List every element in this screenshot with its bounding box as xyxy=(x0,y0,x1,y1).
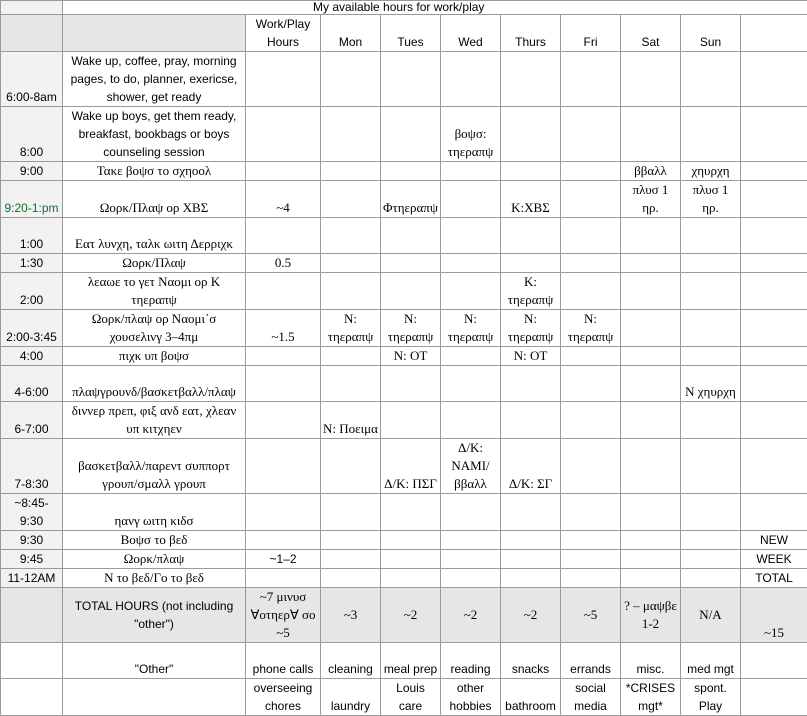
other-row xyxy=(1,643,807,679)
totals-row xyxy=(1,588,807,643)
hours-cell xyxy=(246,273,321,310)
day-cell xyxy=(681,218,741,254)
extra-cell xyxy=(741,439,807,494)
extra-cell xyxy=(741,181,807,218)
day-cell xyxy=(681,347,741,366)
totals-day: ? – μαψβε 1-2 xyxy=(621,588,681,643)
hours-cell xyxy=(246,162,321,181)
hours-cell xyxy=(246,366,321,402)
header-day-sat: Sat xyxy=(621,15,681,52)
day-cell xyxy=(561,254,621,273)
activity-cell: Εατ λυνχη, ταλκ ωιτη Δερριχκ xyxy=(63,218,246,254)
day-cell: Ν: τηεραπψ xyxy=(321,310,381,347)
day-cell xyxy=(621,107,681,162)
day-cell xyxy=(681,550,741,569)
day-cell xyxy=(621,254,681,273)
other-item: other hobbies xyxy=(441,679,501,716)
sheet-title: My available hours for work/play xyxy=(63,1,807,15)
day-cell xyxy=(381,531,441,550)
day-cell: Ν: τηεραπψ xyxy=(561,310,621,347)
totals-day: ~2 xyxy=(381,588,441,643)
other-item: overseeing chores xyxy=(246,679,321,716)
day-cell xyxy=(621,531,681,550)
totals-spacer xyxy=(1,588,63,643)
other-item: snacks xyxy=(501,643,561,679)
day-cell xyxy=(561,402,621,439)
day-cell: Ν: OT xyxy=(501,347,561,366)
day-cell xyxy=(441,494,501,531)
day-cell xyxy=(321,366,381,402)
day-cell xyxy=(441,366,501,402)
day-cell xyxy=(561,181,621,218)
day-cell xyxy=(621,494,681,531)
day-cell xyxy=(321,162,381,181)
day-cell: Δ/Κ: ΠΣΓ xyxy=(381,439,441,494)
day-cell: Κ:ΧΒΣ xyxy=(501,181,561,218)
day-cell xyxy=(681,402,741,439)
header-day-thurs: Thurs xyxy=(501,15,561,52)
day-cell xyxy=(321,347,381,366)
day-cell xyxy=(381,218,441,254)
day-cell xyxy=(321,107,381,162)
other-item: med mgt xyxy=(681,643,741,679)
day-cell xyxy=(561,347,621,366)
day-cell xyxy=(681,273,741,310)
header-row xyxy=(1,15,807,52)
day-cell xyxy=(501,550,561,569)
schedule-row xyxy=(1,254,807,273)
day-cell xyxy=(321,52,381,107)
time-cell: 11-12AM xyxy=(1,569,63,588)
day-cell xyxy=(561,439,621,494)
totals-day: N/A xyxy=(681,588,741,643)
schedule-row xyxy=(1,366,807,402)
day-cell xyxy=(621,310,681,347)
day-cell xyxy=(561,218,621,254)
activity-cell: Τακε βοψσ το σχηοολ xyxy=(63,162,246,181)
day-cell xyxy=(381,254,441,273)
time-cell: 1:30 xyxy=(1,254,63,273)
day-cell xyxy=(501,52,561,107)
activity-cell: Wake up boys, get them ready, breakfast, bookbags or boys counseling session xyxy=(63,107,246,162)
day-cell xyxy=(681,107,741,162)
extra-cell xyxy=(741,273,807,310)
hours-cell xyxy=(246,531,321,550)
schedule-row xyxy=(1,494,807,531)
schedule-row xyxy=(1,402,807,439)
schedule-row xyxy=(1,569,807,588)
header-activity-cell xyxy=(63,15,246,52)
day-cell xyxy=(441,181,501,218)
schedule-row xyxy=(1,52,807,107)
day-cell xyxy=(441,569,501,588)
day-cell: Ν: Ποειμα xyxy=(321,402,381,439)
day-cell xyxy=(321,531,381,550)
other-spacer xyxy=(1,643,63,679)
day-cell xyxy=(381,550,441,569)
time-cell: 6:00-8am xyxy=(1,52,63,107)
day-cell xyxy=(681,52,741,107)
hours-cell: ~1.5 xyxy=(246,310,321,347)
day-cell xyxy=(441,550,501,569)
extra-cell xyxy=(741,218,807,254)
hours-cell xyxy=(246,107,321,162)
day-cell: χηυρχη xyxy=(681,162,741,181)
day-cell xyxy=(621,439,681,494)
hours-cell xyxy=(246,52,321,107)
extra-cell xyxy=(741,347,807,366)
other-item: social media xyxy=(561,679,621,716)
extra-cell xyxy=(741,494,807,531)
other-item: errands xyxy=(561,643,621,679)
day-cell: Ν: τηεραπψ xyxy=(441,310,501,347)
day-cell xyxy=(441,347,501,366)
time-cell: 4-6:00 xyxy=(1,366,63,402)
other-item: reading xyxy=(441,643,501,679)
day-cell xyxy=(561,52,621,107)
day-cell xyxy=(561,273,621,310)
day-cell xyxy=(501,402,561,439)
day-cell: Ν χηυρχη xyxy=(681,366,741,402)
day-cell xyxy=(441,531,501,550)
other-item: cleaning xyxy=(321,643,381,679)
day-cell xyxy=(561,162,621,181)
day-cell xyxy=(381,402,441,439)
other-extra xyxy=(741,679,807,716)
day-cell xyxy=(681,310,741,347)
time-cell: 4:00 xyxy=(1,347,63,366)
day-cell xyxy=(501,569,561,588)
title-spacer xyxy=(1,1,63,15)
title-row xyxy=(1,1,807,15)
extra-cell: NEW xyxy=(741,531,807,550)
activity-cell: λεαωε το γετ Ναομι ορ Κ τηεραπψ xyxy=(63,273,246,310)
day-cell xyxy=(321,254,381,273)
day-cell xyxy=(501,366,561,402)
activity-cell: Ωορκ/Πλαψ ορ ΧΒΣ xyxy=(63,181,246,218)
day-cell xyxy=(621,569,681,588)
day-cell xyxy=(561,569,621,588)
activity-cell: Ωορκ/πλαψ xyxy=(63,550,246,569)
extra-cell: WEEK xyxy=(741,550,807,569)
hours-cell: ~1–2 xyxy=(246,550,321,569)
time-cell: ~8:45-9:30 xyxy=(1,494,63,531)
day-cell: Δ/Κ: ΣΓ xyxy=(501,439,561,494)
schedule-row xyxy=(1,162,807,181)
header-day-tues: Tues xyxy=(381,15,441,52)
day-cell xyxy=(561,550,621,569)
activity-cell: ηανγ ωιτη κιδσ xyxy=(63,494,246,531)
day-cell xyxy=(381,569,441,588)
day-cell: Φτηεραπψ xyxy=(381,181,441,218)
extra-cell xyxy=(741,52,807,107)
day-cell xyxy=(381,273,441,310)
other-item: phone calls xyxy=(246,643,321,679)
day-cell xyxy=(321,273,381,310)
day-cell xyxy=(381,494,441,531)
hours-cell xyxy=(246,569,321,588)
day-cell xyxy=(381,107,441,162)
header-day-wed: Wed xyxy=(441,15,501,52)
hours-cell: ~4 xyxy=(246,181,321,218)
day-cell xyxy=(501,494,561,531)
activity-cell: Ωορκ/πλαψ ορ Ναομι᾽σ χουσελινγ 3–4πμ xyxy=(63,310,246,347)
day-cell xyxy=(681,439,741,494)
header-hours: Work/Play Hours xyxy=(246,15,321,52)
day-cell xyxy=(561,366,621,402)
day-cell xyxy=(321,569,381,588)
day-cell xyxy=(321,494,381,531)
other-item: *CRISES mgt* xyxy=(621,679,681,716)
extra-cell xyxy=(741,107,807,162)
day-cell xyxy=(621,366,681,402)
header-day-fri: Fri xyxy=(561,15,621,52)
other-row xyxy=(1,679,807,716)
time-cell: 9:45 xyxy=(1,550,63,569)
hours-cell: 0.5 xyxy=(246,254,321,273)
other-label: "Other" xyxy=(63,643,246,679)
day-cell: Ν: τηεραπψ xyxy=(381,310,441,347)
header-extra xyxy=(741,15,807,52)
day-cell xyxy=(501,162,561,181)
totals-hours: ~7 μινυσ ∀οτηερ∀ σο ~5 xyxy=(246,588,321,643)
activity-cell: βασκετβαλλ/παρεντ συππορτ γρουπ/σμαλλ γρουπ xyxy=(63,439,246,494)
extra-cell xyxy=(741,162,807,181)
header-time-cell xyxy=(1,15,63,52)
activity-cell: Wake up, coffee, pray, morning pages, to do, planner, exericse, shower, get ready xyxy=(63,52,246,107)
day-cell: πλυσ 1 ηρ. xyxy=(681,181,741,218)
other-item: misc. xyxy=(621,643,681,679)
time-cell: 9:30 xyxy=(1,531,63,550)
day-cell: ββαλλ xyxy=(621,162,681,181)
header-day-sun: Sun xyxy=(681,15,741,52)
day-cell xyxy=(621,550,681,569)
day-cell xyxy=(321,218,381,254)
time-cell: 1:00 xyxy=(1,218,63,254)
day-cell xyxy=(681,254,741,273)
extra-cell xyxy=(741,402,807,439)
day-cell: πλυσ 1 ηρ. xyxy=(621,181,681,218)
day-cell xyxy=(321,550,381,569)
time-cell: 6-7:00 xyxy=(1,402,63,439)
other-item: bathroom xyxy=(501,679,561,716)
day-cell: βοψσ: τηεραπψ xyxy=(441,107,501,162)
day-cell xyxy=(441,218,501,254)
header-day-mon: Mon xyxy=(321,15,381,52)
day-cell xyxy=(621,273,681,310)
day-cell xyxy=(561,494,621,531)
schedule-row xyxy=(1,550,807,569)
activity-cell: Ωορκ/Πλαψ xyxy=(63,254,246,273)
day-cell xyxy=(621,402,681,439)
day-cell: Ν: τηεραπψ xyxy=(501,310,561,347)
hours-cell xyxy=(246,347,321,366)
day-cell xyxy=(681,494,741,531)
other-item: laundry xyxy=(321,679,381,716)
day-cell xyxy=(621,347,681,366)
totals-day: ~3 xyxy=(321,588,381,643)
time-cell: 2:00-3:45 xyxy=(1,310,63,347)
extra-cell: TOTAL xyxy=(741,569,807,588)
schedule-row xyxy=(1,531,807,550)
activity-cell: πιχκ υπ βοψσ xyxy=(63,347,246,366)
hours-cell xyxy=(246,218,321,254)
other-extra xyxy=(741,643,807,679)
day-cell xyxy=(381,162,441,181)
schedule-row xyxy=(1,347,807,366)
other-label-empty xyxy=(63,679,246,716)
day-cell xyxy=(561,531,621,550)
schedule-row xyxy=(1,181,807,218)
day-cell xyxy=(381,366,441,402)
day-cell: Δ/Κ: NAMI/ββαλλ xyxy=(441,439,501,494)
totals-label: TOTAL HOURS (not including "other") xyxy=(63,588,246,643)
day-cell: Ν: OT xyxy=(381,347,441,366)
other-item: meal prep xyxy=(381,643,441,679)
day-cell xyxy=(441,52,501,107)
day-cell xyxy=(621,218,681,254)
day-cell xyxy=(621,52,681,107)
day-cell xyxy=(501,531,561,550)
time-cell: 9:00 xyxy=(1,162,63,181)
day-cell xyxy=(501,254,561,273)
schedule-row xyxy=(1,107,807,162)
day-cell xyxy=(321,439,381,494)
time-cell: 2:00 xyxy=(1,273,63,310)
extra-cell xyxy=(741,310,807,347)
day-cell xyxy=(441,402,501,439)
totals-day: ~2 xyxy=(441,588,501,643)
extra-cell xyxy=(741,366,807,402)
day-cell xyxy=(441,273,501,310)
day-cell xyxy=(381,52,441,107)
activity-cell: Βοψσ το βεδ xyxy=(63,531,246,550)
totals-week: ~15 xyxy=(741,588,807,643)
schedule-row xyxy=(1,273,807,310)
day-cell xyxy=(681,569,741,588)
time-cell: 8:00 xyxy=(1,107,63,162)
other-item: Louis care xyxy=(381,679,441,716)
schedule-row xyxy=(1,218,807,254)
day-cell xyxy=(561,107,621,162)
hours-cell xyxy=(246,439,321,494)
day-cell xyxy=(441,162,501,181)
other-item: spont. Play xyxy=(681,679,741,716)
hours-cell xyxy=(246,402,321,439)
activity-cell: διννερ πρεπ, φιξ ανδ εατ, χλεαν υπ κιτχηεν xyxy=(63,402,246,439)
schedule-row xyxy=(1,439,807,494)
hours-cell xyxy=(246,494,321,531)
schedule-row xyxy=(1,310,807,347)
day-cell xyxy=(501,107,561,162)
day-cell xyxy=(681,531,741,550)
totals-day: ~5 xyxy=(561,588,621,643)
totals-day: ~2 xyxy=(501,588,561,643)
day-cell xyxy=(501,218,561,254)
time-cell: 9:20-1:pm xyxy=(1,181,63,218)
day-cell xyxy=(441,254,501,273)
time-cell: 7-8:30 xyxy=(1,439,63,494)
extra-cell xyxy=(741,254,807,273)
day-cell xyxy=(321,181,381,218)
activity-cell: πλαψγρουνδ/βασκετβαλλ/πλαψ xyxy=(63,366,246,402)
activity-cell: Ν το βεδ/Γο το βεδ xyxy=(63,569,246,588)
day-cell: Κ: τηεραπψ xyxy=(501,273,561,310)
other-spacer xyxy=(1,679,63,716)
